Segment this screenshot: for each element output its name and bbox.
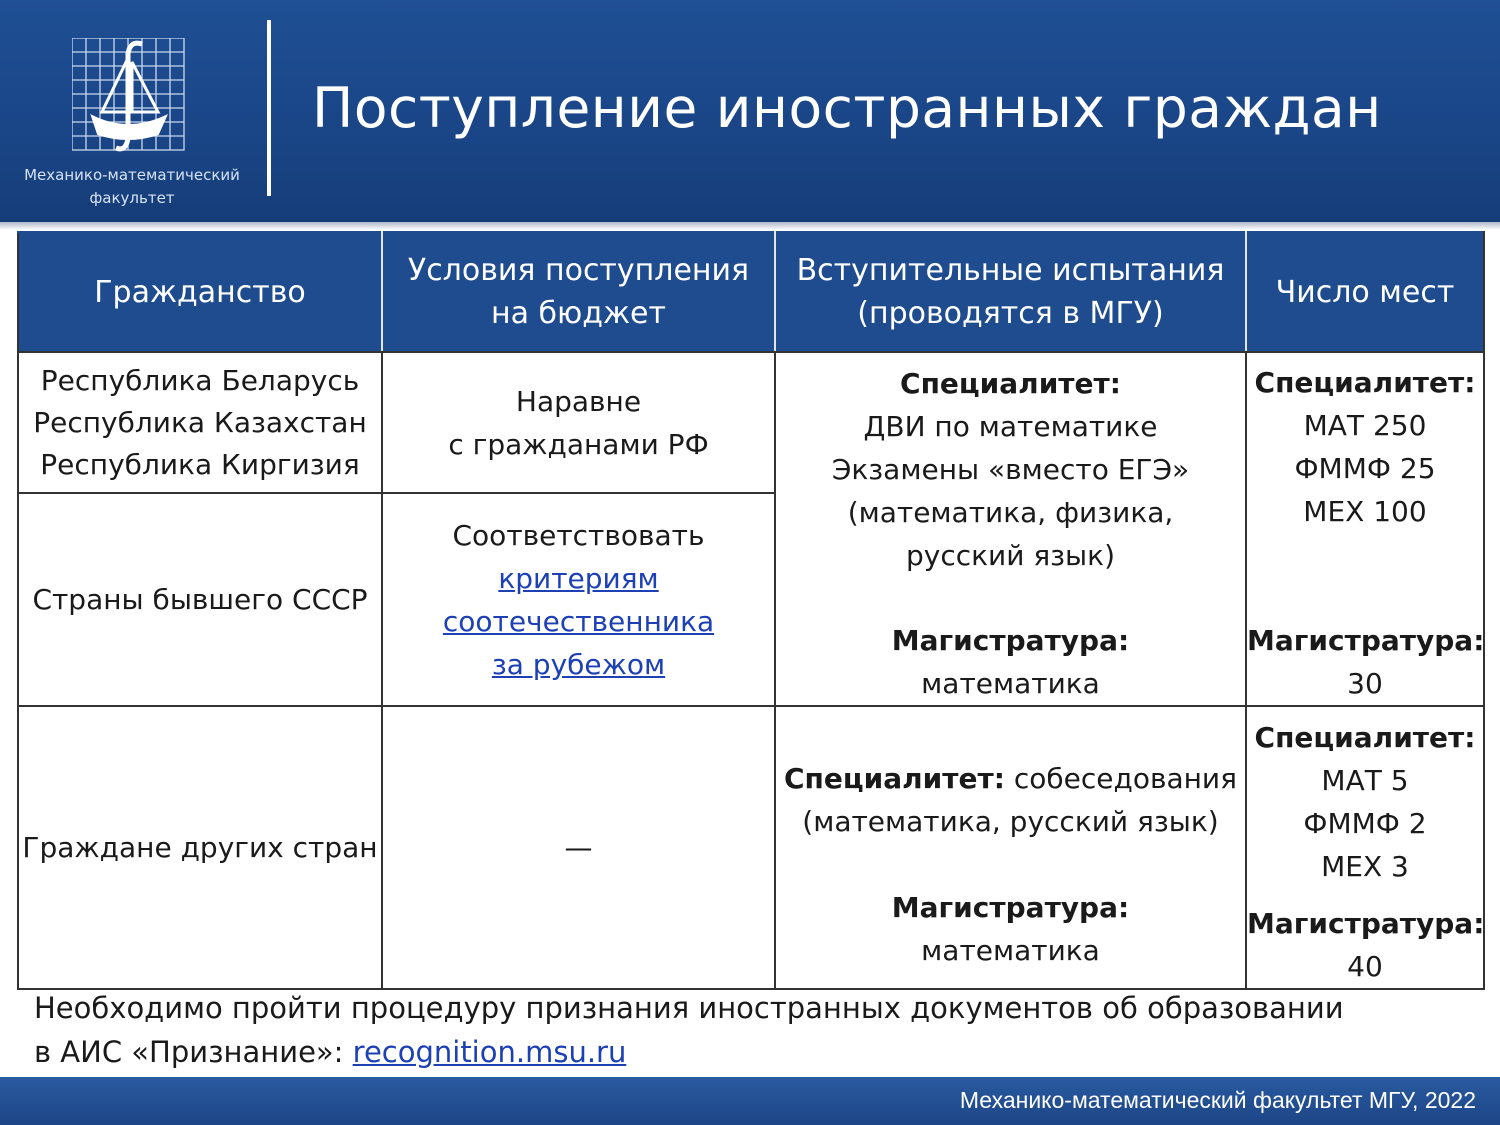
header-conditions: Условия поступления на бюджет: [382, 232, 775, 352]
faculty-logo-icon: [72, 38, 187, 156]
seats-group-cell: Специалитет: МАТ 250 ФММФ 25 МЕХ 100 Магистратура: 30: [1246, 352, 1484, 706]
row2-condition: Соответствовать критериям соотечественника за рубежом: [382, 493, 775, 706]
logo-caption-line: Механико-математический: [24, 166, 240, 184]
logo-caption: [14, 164, 250, 210]
row3-exams: Специалитет: собеседования (математика, русский язык) Магистратура: математика: [775, 706, 1246, 989]
table-header-row: [18, 232, 1484, 352]
compatriot-criteria-link[interactable]: за рубежом: [491, 647, 666, 681]
header-divider: [267, 20, 271, 196]
recognition-note: [34, 986, 1474, 1074]
compatriot-criteria-link[interactable]: соотечественника: [442, 604, 715, 638]
row3-seats: Специалитет: МАТ 5 ФММФ 2 МЕХ 3 Магистратура: 40: [1246, 706, 1484, 989]
footer-bar: [0, 1077, 1500, 1125]
admission-table: [17, 231, 1485, 990]
header-citizenship: Гражданство: [18, 232, 382, 352]
header-seats: Число мест: [1246, 232, 1484, 352]
row2-countries: Страны бывшего СССР: [18, 493, 382, 706]
recognition-link[interactable]: recognition.msu.ru: [352, 1035, 627, 1069]
header-exams: Вступительные испытания (проводятся в МГУ): [775, 232, 1246, 352]
header-banner: [0, 0, 1500, 222]
note-line: Необходимо пройти процедуру признания иностранных документов об образовании: [34, 991, 1344, 1025]
row3-countries: Граждане других стран: [18, 706, 382, 989]
compatriot-criteria-link[interactable]: критериям: [498, 561, 659, 595]
row3-condition: —: [382, 706, 775, 989]
row1-countries: Республика Беларусь Республика Казахстан Республика Киргизия: [18, 352, 382, 493]
logo-caption-line: факультет: [89, 189, 175, 207]
table-row: [18, 352, 1484, 493]
row1-condition: Наравне с гражданами РФ: [382, 352, 775, 493]
header-shadow: [0, 222, 1500, 230]
exams-group-cell: Специалитет: ДВИ по математике Экзамены «вместо ЕГЭ» (математика, физика, русский язык) Магистратура: математика: [775, 352, 1246, 706]
footer-text: Механико-математический факультет МГУ, 2022: [959, 1087, 1476, 1113]
table-row: [18, 706, 1484, 989]
page-title: Поступление иностранных граждан: [312, 76, 1382, 140]
note-line: в АИС «Признание»: recognition.msu.ru: [34, 1035, 627, 1069]
